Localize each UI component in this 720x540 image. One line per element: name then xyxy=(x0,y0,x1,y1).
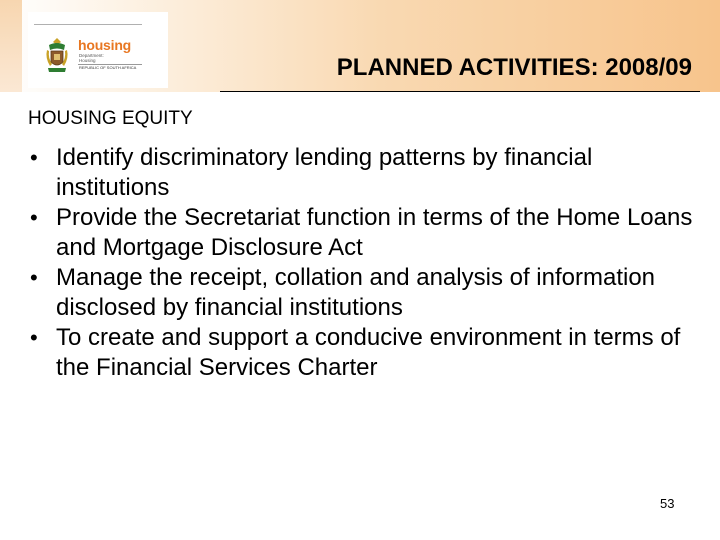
bullet-dot-icon: • xyxy=(30,205,38,230)
bullet-text: To create and support a conducive environment in terms of the Financial Services Charter xyxy=(56,324,681,381)
title-underline xyxy=(220,91,700,92)
logo-department-label: Department: xyxy=(79,53,104,58)
bullet-dot-icon: • xyxy=(30,325,38,350)
bullet-item xyxy=(28,203,698,263)
logo-country: REPUBLIC OF SOUTH AFRICA xyxy=(79,65,137,70)
bullet-item xyxy=(28,323,698,383)
bullet-item xyxy=(28,143,698,203)
logo-top-rule xyxy=(34,24,142,25)
page-number: 53 xyxy=(660,496,675,511)
bullet-item xyxy=(28,263,698,323)
slide-title: PLANNED ACTIVITIES: 2008/09 xyxy=(336,54,692,81)
logo-wordmark: housing xyxy=(78,37,132,53)
bullet-dot-icon: • xyxy=(30,265,38,290)
bullet-text: Manage the receipt, collation and analysis of information disclosed by financial institutions xyxy=(56,264,656,321)
bullet-text: Identify discriminatory lending patterns by financial institutions xyxy=(56,144,593,201)
bullet-text: Provide the Secretariat function in terms of the Home Loans and Mortgage Disclosure Act xyxy=(56,204,693,261)
header-left-strip xyxy=(0,0,22,92)
bullet-list xyxy=(28,143,698,383)
coat-of-arms-icon xyxy=(44,36,70,76)
logo-department-name: Housing xyxy=(79,58,96,63)
bullet-dot-icon: • xyxy=(30,145,38,170)
section-heading: HOUSING EQUITY xyxy=(28,108,193,129)
